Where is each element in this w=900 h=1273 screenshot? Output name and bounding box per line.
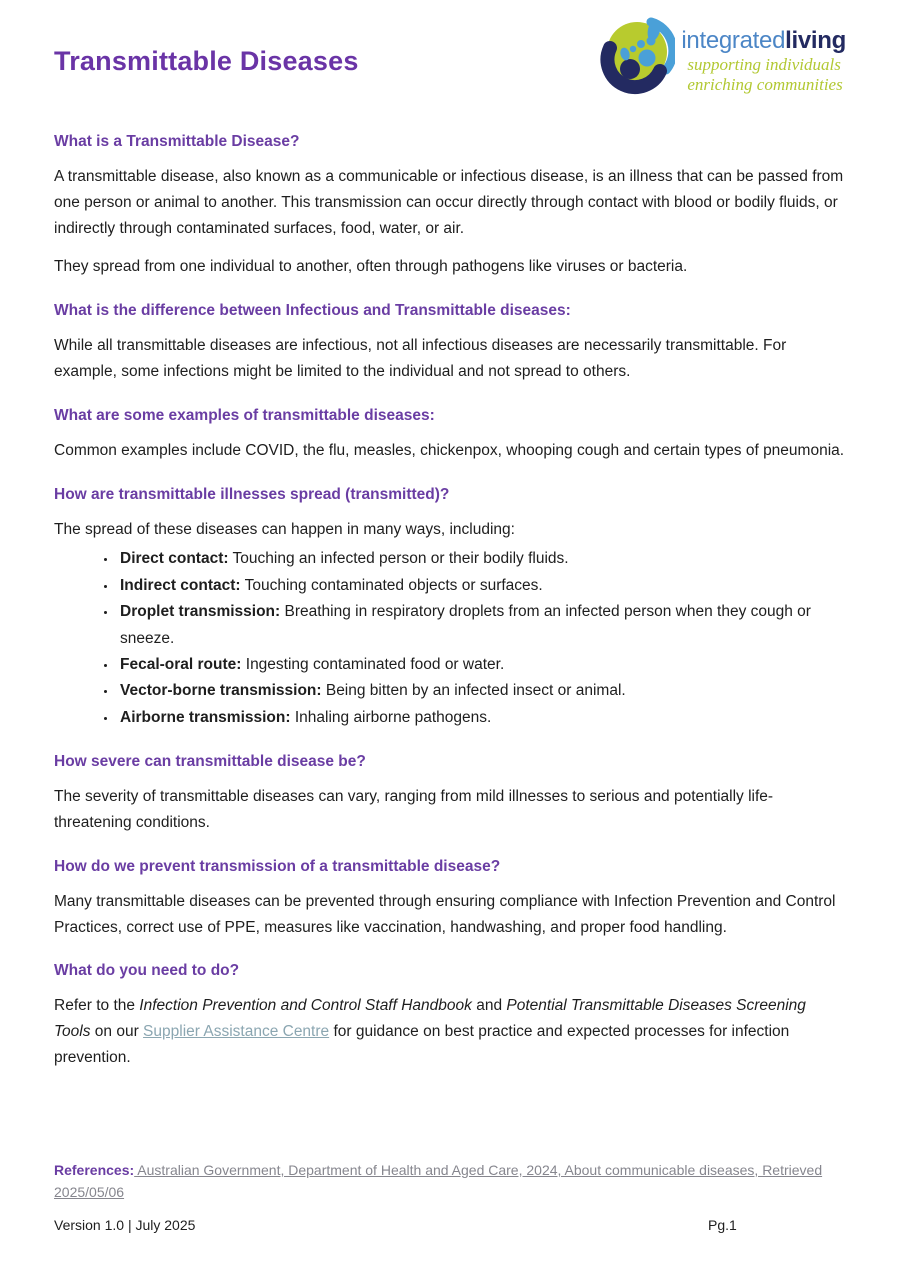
page-number: Pg.1	[708, 1217, 737, 1233]
text-segment: on our	[90, 1023, 144, 1041]
section-heading-difference: What is the difference between Infectious and Transmittable diseases:	[54, 302, 571, 320]
list-item-text: Touching contaminated objects or surfaces.	[240, 576, 543, 594]
logo-tagline-line1: supporting individuals	[687, 55, 841, 74]
integratedliving-logo-icon	[599, 16, 675, 111]
list-item-text: Ingesting contaminated food or water.	[241, 656, 505, 673]
paragraph-severity: The severity of transmittable diseases can vary, ranging from mild illnesses to serious and potentially life-threatening conditions.	[54, 788, 774, 832]
handbook-title-text: Infection Prevention and Control Staff Handbook	[139, 997, 472, 1015]
list-item-text: Inhaling airborne pathogens.	[290, 708, 492, 726]
list-item-direct-contact	[117, 546, 846, 572]
integratedliving-logo	[599, 16, 846, 111]
section-heading-what-to-do: What do you need to do?	[54, 962, 240, 980]
text-segment: Refer to the	[54, 997, 140, 1015]
section-heading-what-is: What is a Transmittable Disease?	[54, 133, 300, 150]
screening-tools-title-text: Potential Transmittable Diseases Screening Tools	[54, 997, 806, 1041]
page-title: Transmittable Diseases	[54, 46, 359, 76]
references-citation-link[interactable]: Australian Government, Department of Health and Aged Care, 2024, About communicable diseases, Retrieved 2025/05/06	[54, 1162, 823, 1200]
list-item-text: Being bitten by an infected insect or animal.	[321, 682, 626, 700]
list-item-vector-borne	[117, 678, 846, 704]
text-segment: and	[471, 997, 507, 1015]
logo-text	[681, 16, 846, 95]
list-item-droplet	[117, 599, 846, 652]
logo-tagline-line2: enriching communities	[687, 75, 843, 94]
logo-wordmark-integrated: integrated	[681, 27, 786, 54]
list-item-label: Fecal-oral route:	[120, 656, 242, 673]
list-item-airborne	[117, 705, 846, 731]
section-heading-severity: How severe can transmittable disease be?	[54, 753, 366, 771]
logo-wordmark	[681, 28, 846, 54]
list-item-text: Breathing in respiratory droplets from an infected person when they cough or sneeze.	[120, 603, 811, 647]
paragraph-what-to-do	[54, 993, 846, 1070]
list-item-label: Indirect contact:	[120, 576, 241, 594]
masthead	[54, 0, 846, 111]
section-heading-prevention: How do we prevent transmission of a transmittable disease?	[54, 857, 501, 875]
paragraph-difference: While all transmittable diseases are infectious, not all infectious diseases are necessarily transmittable. For example, some infections might be limited to the individual and not spread to others.	[54, 337, 787, 380]
section-heading-examples: What are some examples of transmittable diseases:	[54, 406, 435, 424]
list-item-indirect-contact	[117, 573, 846, 599]
references-label: References:	[54, 1162, 135, 1178]
list-item-label: Vector-borne transmission:	[120, 682, 322, 700]
transmission-methods-list	[54, 546, 846, 731]
logo-tagline	[687, 55, 846, 95]
version-footer: Version 1.0 | July 2025	[54, 1217, 196, 1233]
text-segment: for guidance on best practice and expected processes for infection prevention.	[54, 1023, 790, 1066]
list-item-label: Droplet transmission:	[120, 603, 281, 621]
list-item-label: Airborne transmission:	[120, 708, 291, 726]
paragraph-examples: Common examples include COVID, the flu, measles, chickenpox, whooping cough and certain types of pneumonia.	[54, 441, 845, 459]
references-block	[54, 1160, 846, 1203]
list-item-fecal-oral	[117, 652, 846, 678]
logo-wordmark-living: living	[785, 27, 846, 54]
paragraph-definition: A transmittable disease, also known as a communicable or infectious disease, is an illness that can be passed from one person or animal to another. This transmission can occur directly through contact with blood or bodily fluids, or indirectly through contaminated surfaces, food, water, or air.	[54, 168, 844, 237]
supplier-assistance-centre-link[interactable]: Supplier Assistance Centre	[143, 1023, 330, 1041]
paragraph-spread-intro: The spread of these diseases can happen in many ways, including:	[54, 520, 515, 538]
list-item-label: Direct contact:	[120, 550, 229, 568]
list-item-text: Touching an infected person or their bodily fluids.	[228, 550, 569, 568]
paragraph-prevention: Many transmittable diseases can be prevented through ensuring compliance with Infection Prevention and Control Practices, correct use of PPE, measures like vaccination, handwashing, and proper food handling.	[54, 892, 836, 936]
paragraph-spread: They spread from one individual to another, often through pathogens like viruses or bacteria.	[54, 258, 688, 276]
section-heading-how-spread: How are transmittable illnesses spread (transmitted)?	[54, 485, 450, 503]
